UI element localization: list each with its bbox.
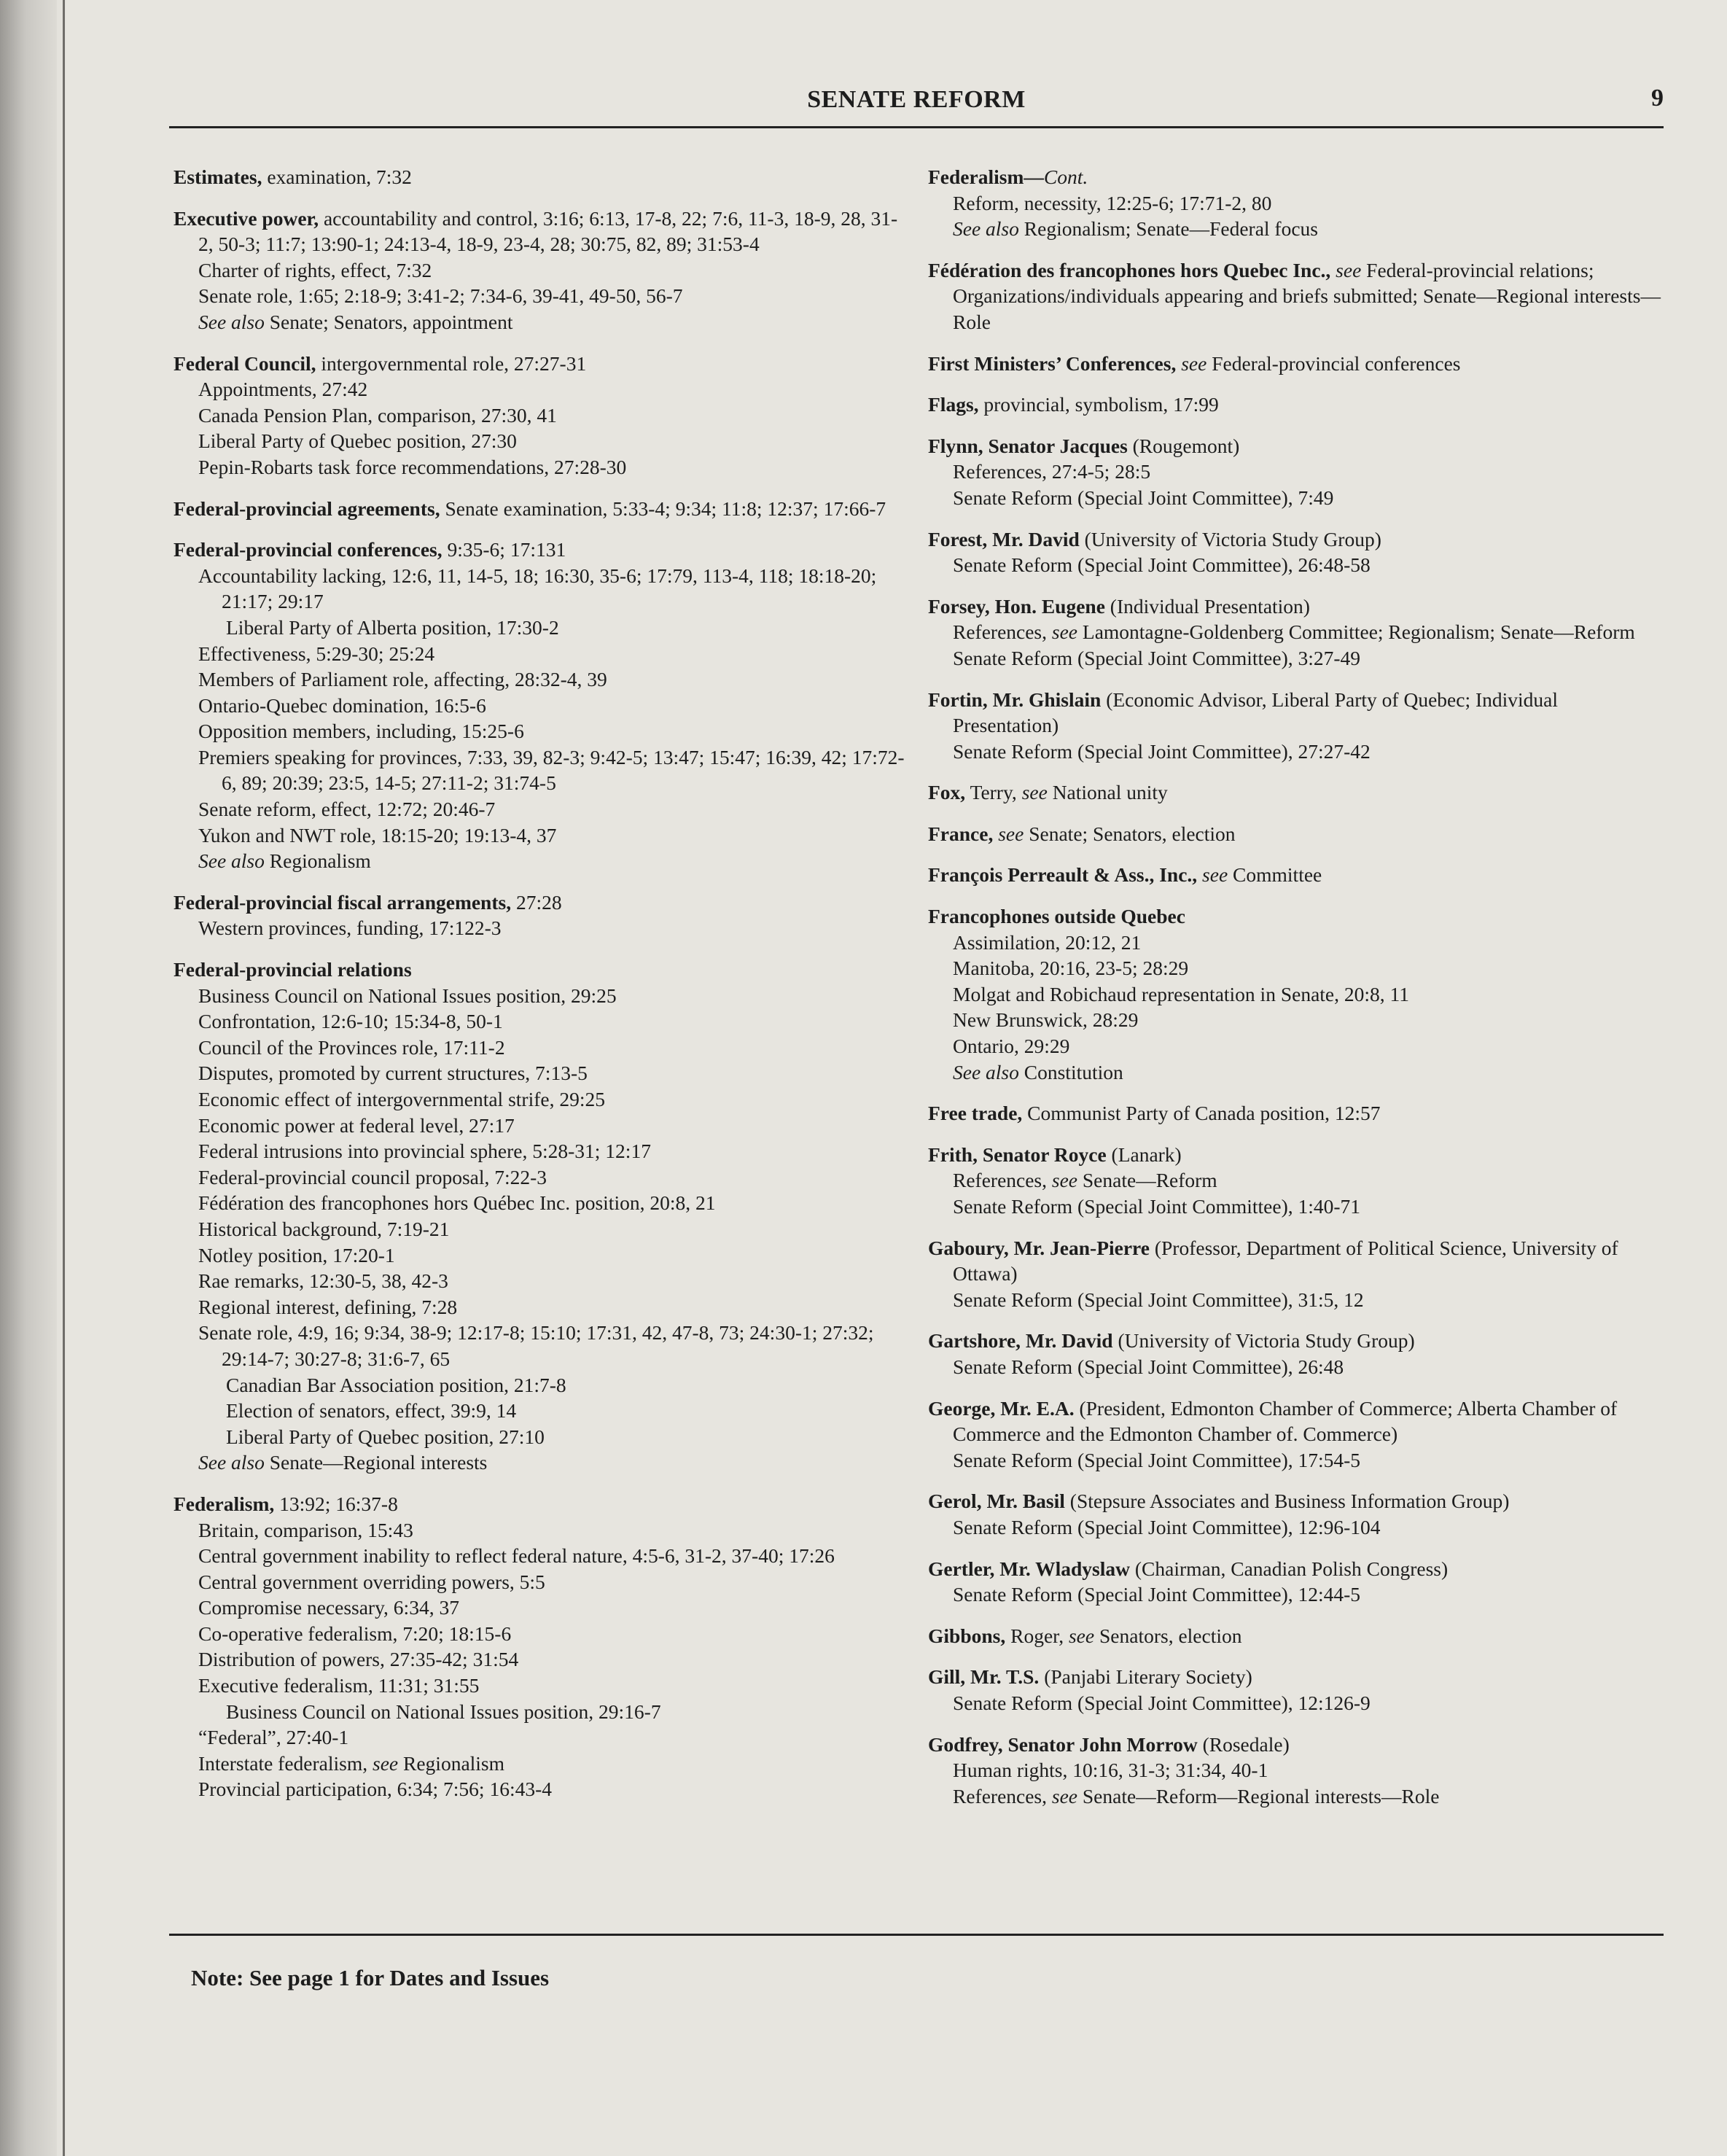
index-entry — [928, 903, 1664, 1085]
index-subentry — [174, 693, 910, 719]
page-number: 9 — [1651, 85, 1664, 112]
subentry-text: Ontario, 29:29 — [953, 1035, 1070, 1058]
index-entry — [928, 687, 1664, 765]
index-entry — [174, 351, 910, 480]
index-heading — [928, 1396, 1664, 1447]
subentry-text: Canada Pension Plan, comparison, 27:30, 41 — [198, 403, 557, 427]
subentry-text: Members of Parliament role, affecting, 28:32-4, 39 — [198, 668, 607, 691]
subentry-target: Senate—Reform — [1077, 1169, 1217, 1192]
index-locators: (Rougemont) — [1127, 434, 1240, 457]
index-entry — [928, 1623, 1664, 1649]
index-subentry — [174, 1268, 910, 1294]
index-subentry — [174, 1138, 910, 1164]
index-term: Estimates, — [174, 166, 262, 188]
index-term: François Perreault & Ass., Inc., — [928, 863, 1198, 887]
footer-rule — [169, 1934, 1664, 1936]
index-heading — [928, 433, 1664, 459]
subentry-text: “Federal”, 27:40-1 — [198, 1726, 349, 1749]
index-subentry — [174, 454, 910, 480]
index-entry — [174, 206, 910, 335]
index-subentry — [174, 1294, 910, 1320]
subentry-text: Effectiveness, 5:29-30; 25:24 — [198, 642, 435, 665]
index-subentry — [174, 796, 910, 822]
index-subentry — [174, 1673, 910, 1699]
index-subentry — [174, 1164, 910, 1191]
index-locators: (Economic Advisor, Liberal Party of Quebec; Individual Presentation) — [953, 688, 1558, 737]
index-entry — [928, 1396, 1664, 1474]
index-subentry — [928, 1690, 1664, 1716]
see-reference: see — [1051, 1169, 1078, 1192]
subentry-text: Ontario-Quebec domination, 16:5-6 — [198, 693, 486, 717]
index-subentry — [928, 459, 1664, 485]
book-binding-shadow — [0, 0, 57, 2156]
index-subentry — [174, 1086, 910, 1113]
subentry-text: Senate Reform (Special Joint Committee), 17:54-5 — [953, 1448, 1361, 1471]
index-heading — [928, 392, 1664, 418]
subentry-text: New Brunswick, 28:29 — [953, 1008, 1139, 1032]
index-entry — [928, 164, 1664, 242]
subentry-text: Senate Reform (Special Joint Committee), 27:27-42 — [953, 739, 1371, 763]
index-subentry — [174, 1320, 910, 1371]
index-term: Forest, Mr. David — [928, 527, 1080, 550]
index-subentry — [928, 1033, 1664, 1059]
index-locators: Committee — [1228, 863, 1322, 887]
index-entry — [174, 164, 910, 190]
index-locators: (President, Edmonton Chamber of Commerce; Alberta Chamber of Commerce and the Edmonton Chamber of. Commerce) — [953, 1396, 1618, 1446]
subentry-text: Accountability lacking, 12:6, 11, 14-5, 18; 16:30, 35-6; 17:79, 113-4, 118; 18:18-20; 21:17; 29:17 — [198, 564, 877, 613]
index-locators: (Rosedale) — [1197, 1732, 1290, 1756]
index-subentry — [174, 257, 910, 284]
index-term: Gerol, Mr. Basil — [928, 1490, 1065, 1513]
index-subentry — [928, 1059, 1664, 1086]
subentry-text: Fédération des francophones hors Québec Inc. position, 20:8, 21 — [198, 1191, 716, 1215]
index-entry — [928, 1235, 1664, 1313]
index-heading — [174, 537, 910, 563]
subentry-text: Distribution of powers, 27:35-42; 31:54 — [198, 1648, 519, 1671]
index-locators: (Lanark) — [1106, 1143, 1182, 1166]
subentry-text: Federal intrusions into provincial sphere, 5:28-31; 12:17 — [198, 1140, 651, 1163]
subentry-text: Molgat and Robichaud representation in Senate, 20:8, 11 — [953, 982, 1409, 1005]
index-locators: (Professor, Department of Political Science, University of Ottawa) — [953, 1236, 1618, 1285]
subentry-text: Senate; Senators, appointment — [264, 310, 513, 333]
index-term: Executive power, — [174, 206, 319, 230]
index-column-right — [928, 164, 1664, 1824]
index-subentry — [928, 1757, 1664, 1783]
index-subentry — [174, 1242, 910, 1269]
subentry-text: References, — [953, 620, 1052, 644]
index-subentry — [928, 1783, 1664, 1810]
subentry-text: Federal-provincial council proposal, 7:22-3 — [198, 1165, 547, 1188]
subentry-text: Western provinces, funding, 17:122-3 — [198, 917, 502, 940]
index-subentry — [174, 915, 910, 941]
index-subentry — [928, 485, 1664, 511]
index-subentry — [174, 563, 910, 615]
subentry-text: Liberal Party of Quebec position, 27:10 — [226, 1425, 545, 1448]
see-reference: see — [1336, 258, 1362, 281]
index-term: Flynn, Senator Jacques — [928, 434, 1128, 457]
index-locators: (Stepsure Associates and Business Information Group) — [1064, 1490, 1510, 1513]
index-heading — [928, 1100, 1664, 1126]
index-subentry — [174, 1517, 910, 1544]
index-heading — [928, 1488, 1664, 1514]
index-term: Federal Council, — [174, 351, 316, 375]
subentry-text: Election of senators, effect, 39:9, 14 — [226, 1399, 517, 1423]
index-subentry — [174, 1060, 910, 1086]
header-rule — [169, 126, 1664, 128]
index-term: Forsey, Hon. Eugene — [928, 594, 1105, 618]
subentry-text: Rae remarks, 12:30-5, 38, 42-3 — [198, 1269, 448, 1293]
index-subentry — [928, 1167, 1664, 1194]
index-term: Federal-provincial fiscal arrangements, — [174, 890, 512, 914]
subentry-text: References, 27:4-5; 28:5 — [953, 460, 1151, 483]
subentry-text: Senate reform, effect, 12:72; 20:46-7 — [198, 798, 496, 821]
index-term: Gertler, Mr. Wladyslaw — [928, 1557, 1131, 1580]
index-locators: 27:28 — [511, 890, 562, 914]
index-subsubentry — [174, 615, 910, 641]
index-term: Federal-provincial agreements, — [174, 497, 440, 520]
index-entry — [928, 594, 1664, 672]
subentry-text: Human rights, 10:16, 31-3; 31:34, 40-1 — [953, 1759, 1268, 1782]
index-subentry — [174, 1595, 910, 1621]
index-entry — [174, 890, 910, 941]
index-subentry — [928, 1581, 1664, 1608]
index-entry — [928, 433, 1664, 511]
index-subentry — [928, 1514, 1664, 1541]
see-reference: see — [1181, 351, 1207, 375]
index-subentry — [928, 619, 1664, 645]
index-entry — [174, 537, 910, 874]
subentry-text: Pepin-Robarts task force recommendations, 27:28-30 — [198, 455, 627, 478]
see-reference: see — [1068, 1624, 1095, 1647]
index-subentry — [174, 641, 910, 667]
index-subentry — [928, 216, 1664, 242]
index-locators: (Individual Presentation) — [1104, 594, 1310, 618]
index-subentry — [174, 428, 910, 454]
index-subentry — [174, 376, 910, 402]
index-subentry — [174, 1008, 910, 1035]
index-subentry — [174, 1776, 910, 1802]
subentry-text: Liberal Party of Quebec position, 27:30 — [198, 429, 517, 453]
index-entry — [928, 526, 1664, 578]
index-subentry — [928, 981, 1664, 1008]
index-heading — [928, 779, 1664, 806]
subentry-text: References, — [953, 1169, 1052, 1192]
index-subentry — [928, 190, 1664, 217]
index-heading — [174, 890, 910, 916]
index-entry — [174, 1491, 910, 1802]
index-heading — [928, 257, 1664, 335]
index-subentry — [174, 666, 910, 693]
subentry-text: Senate Reform (Special Joint Committee), 1:40-71 — [953, 1195, 1361, 1218]
index-term: George, Mr. E.A. — [928, 1396, 1075, 1420]
index-term-rest: Roger, — [1005, 1624, 1069, 1647]
index-subentry — [174, 1190, 910, 1216]
subentry-text: Confrontation, 12:6-10; 15:34-8, 50-1 — [198, 1010, 503, 1033]
index-term: Gibbons, — [928, 1624, 1006, 1647]
subentry-text: References, — [953, 1784, 1052, 1807]
see-also-reference: See also — [953, 1060, 1019, 1083]
index-subentry — [174, 744, 910, 796]
index-entry — [928, 779, 1664, 806]
subentry-target: Lamontagne-Goldenberg Committee; Regionalism; Senate—Reform — [1077, 620, 1635, 644]
subentry-text: Central government inability to reflect federal nature, 4:5-6, 31-2, 37-40; 17:26 — [198, 1544, 835, 1568]
index-term: Godfrey, Senator John Morrow — [928, 1732, 1198, 1756]
index-locators: (University of Victoria Study Group) — [1112, 1329, 1415, 1353]
index-subentry — [174, 1543, 910, 1569]
index-heading — [928, 1328, 1664, 1354]
index-heading — [928, 903, 1664, 930]
index-locators: National unity — [1047, 781, 1168, 804]
see-reference: see — [998, 822, 1024, 845]
index-entry — [928, 1328, 1664, 1379]
index-subentry — [928, 645, 1664, 672]
subentry-text: Senate Reform (Special Joint Committee), 26:48 — [953, 1355, 1344, 1378]
subentry-text: Senate Reform (Special Joint Committee), 31:5, 12 — [953, 1288, 1364, 1311]
subentry-text: Regional interest, defining, 7:28 — [198, 1295, 458, 1318]
index-subentry — [174, 1449, 910, 1476]
index-entry — [928, 392, 1664, 418]
index-term: Federal-provincial conferences, — [174, 538, 443, 561]
index-term: Fox, — [928, 781, 966, 804]
index-heading — [174, 206, 910, 257]
index-subentry — [174, 283, 910, 309]
index-heading — [928, 164, 1664, 190]
index-term: Federal-provincial relations — [174, 958, 412, 981]
see-reference: see — [1021, 781, 1048, 804]
subentry-text: Business Council on National Issues position, 29:16-7 — [226, 1700, 661, 1723]
index-heading — [928, 1556, 1664, 1582]
index-entry — [928, 862, 1664, 888]
index-entry — [928, 351, 1664, 377]
index-entry — [174, 957, 910, 1476]
index-heading — [174, 351, 910, 377]
binding-edge — [63, 0, 65, 2156]
index-term: Fortin, Mr. Ghislain — [928, 688, 1102, 711]
index-heading — [928, 862, 1664, 888]
index-subsubentry — [174, 1372, 910, 1398]
see-reference: see — [1051, 620, 1078, 644]
index-subsubentry — [174, 1424, 910, 1450]
see-also-reference: See also — [198, 1451, 265, 1474]
index-subentry — [928, 1194, 1664, 1220]
subentry-text: Opposition members, including, 15:25-6 — [198, 720, 524, 743]
index-locators: Senators, election — [1094, 1624, 1242, 1647]
subentry-text: Senate Reform (Special Joint Committee), 3:27-49 — [953, 646, 1361, 669]
index-term-rest: Terry, — [965, 781, 1022, 804]
index-entry — [928, 257, 1664, 335]
index-column-left — [174, 164, 910, 1818]
index-heading — [174, 1491, 910, 1517]
index-term: Fédération des francophones hors Quebec Inc., — [928, 258, 1331, 281]
index-heading — [928, 1732, 1664, 1758]
index-locators: Federal-provincial conferences — [1206, 351, 1461, 375]
subentry-text: Interstate federalism, — [198, 1751, 373, 1775]
subentry-text: Council of the Provinces role, 17:11-2 — [198, 1035, 505, 1059]
index-subentry — [928, 1007, 1664, 1033]
index-subsubentry — [174, 1699, 910, 1725]
subentry-text: Senate—Regional interests — [264, 1451, 488, 1474]
index-locators: (Panjabi Literary Society) — [1039, 1665, 1252, 1689]
subentry-text: Senate Reform (Special Joint Committee), 26:48-58 — [953, 553, 1371, 577]
subentry-text: Constitution — [1018, 1060, 1123, 1083]
subentry-text: Canadian Bar Association position, 21:7-8 — [226, 1373, 566, 1396]
index-heading — [928, 1664, 1664, 1690]
see-also-reference: See also — [953, 217, 1019, 241]
index-term: Gill, Mr. T.S. — [928, 1665, 1040, 1689]
running-header — [169, 86, 1664, 130]
subentry-text: Historical background, 7:19-21 — [198, 1217, 450, 1240]
index-heading — [928, 1235, 1664, 1287]
subentry-text: Executive federalism, 11:31; 31:55 — [198, 1674, 480, 1697]
index-heading — [928, 687, 1664, 739]
index-locators: accountability and control, 3:16; 6:13, 17-8, 22; 7:6, 11-3, 18-9, 28, 31-2, 50-3; 11:7; 13:90-1; 24:13-4, 18-9, 23-4, 28; 30:75, 82, 89; 31:53-4 — [198, 206, 898, 256]
see-reference: see — [373, 1751, 399, 1775]
index-locators: Communist Party of Canada position, 12:57 — [1022, 1102, 1381, 1125]
index-subentry — [928, 552, 1664, 578]
index-subentry — [928, 1354, 1664, 1380]
subentry-text: Senate role, 1:65; 2:18-9; 3:41-2; 7:34-6, 39-41, 49-50, 56-7 — [198, 284, 683, 308]
index-subentry — [174, 1216, 910, 1242]
index-subentry — [174, 1035, 910, 1061]
index-subentry — [174, 718, 910, 744]
see-also-reference: See also — [198, 849, 265, 873]
index-heading — [928, 351, 1664, 377]
subentry-text: Regionalism; Senate—Federal focus — [1018, 217, 1319, 241]
see-also-reference: See also — [198, 310, 265, 333]
index-locators: examination, 7:32 — [262, 166, 412, 188]
index-subentry — [174, 309, 910, 335]
subentry-text: Manitoba, 20:16, 23-5; 28:29 — [953, 957, 1189, 980]
index-heading — [928, 594, 1664, 620]
index-term: Free trade, — [928, 1102, 1023, 1125]
index-entry — [928, 1732, 1664, 1810]
index-subentry — [174, 1569, 910, 1595]
index-entry — [928, 1664, 1664, 1716]
index-heading — [174, 957, 910, 983]
subentry-text: Compromise necessary, 6:34, 37 — [198, 1596, 459, 1619]
index-term: Federalism, — [174, 1492, 275, 1515]
subentry-text: Business Council on National Issues position, 29:25 — [198, 984, 617, 1007]
index-locators: Federal-provincial relations; Organizations/individuals appearing and briefs submitted; Senate—Regional interests—Role — [953, 258, 1661, 333]
subentry-text: Senate role, 4:9, 16; 9:34, 38-9; 12:17-8; 15:10; 17:31, 42, 47-8, 73; 24:30-1; 27:32; 29:14-7; 30:27-8; 31:6-7, 65 — [198, 1321, 874, 1370]
subentry-text: Senate Reform (Special Joint Committee), 12:126-9 — [953, 1691, 1371, 1714]
index-term: Gartshore, Mr. David — [928, 1329, 1113, 1353]
index-term: Francophones outside Quebec — [928, 905, 1185, 928]
index-locators: 9:35-6; 17:131 — [442, 538, 566, 561]
index-heading — [928, 821, 1664, 847]
subentry-text: Liberal Party of Alberta position, 17:30-2 — [226, 615, 559, 639]
index-subentry — [174, 1646, 910, 1673]
subentry-text: Senate Reform (Special Joint Committee), 12:96-104 — [953, 1515, 1381, 1538]
subentry-text: Britain, comparison, 15:43 — [198, 1518, 413, 1541]
index-subentry — [928, 739, 1664, 765]
index-subentry — [174, 1724, 910, 1751]
index-locators: intergovernmental role, 27:27-31 — [316, 351, 587, 375]
subentry-text: Yukon and NWT role, 18:15-20; 19:13-4, 37 — [198, 823, 557, 847]
index-subentry — [174, 983, 910, 1009]
continued-marker: Cont. — [1043, 166, 1088, 188]
subentry-text: Notley position, 17:20-1 — [198, 1243, 395, 1266]
index-heading — [174, 496, 910, 522]
index-entry — [928, 1556, 1664, 1608]
index-locators: (Chairman, Canadian Polish Congress) — [1130, 1557, 1449, 1580]
index-locators: Senate; Senators, election — [1024, 822, 1236, 845]
index-locators: provincial, symbolism, 17:99 — [978, 393, 1219, 416]
index-subentry — [928, 930, 1664, 956]
index-subentry — [174, 402, 910, 429]
subentry-text: Co-operative federalism, 7:20; 18:15-6 — [198, 1622, 512, 1645]
index-subentry — [174, 1113, 910, 1139]
see-reference: see — [1051, 1784, 1078, 1807]
index-term: Flags, — [928, 393, 979, 416]
subentry-text: Appointments, 27:42 — [198, 378, 368, 401]
index-term: Federalism— — [928, 166, 1044, 188]
index-heading — [174, 164, 910, 190]
subentry-text: Charter of rights, effect, 7:32 — [198, 258, 432, 281]
subentry-text: Regionalism — [264, 849, 371, 873]
subentry-text: Reform, necessity, 12:25-6; 17:71-2, 80 — [953, 191, 1272, 214]
index-locators: (University of Victoria Study Group) — [1079, 527, 1381, 550]
index-locators: Senate examination, 5:33-4; 9:34; 11:8; 12:37; 17:66-7 — [440, 497, 886, 520]
index-entry — [928, 1488, 1664, 1540]
subentry-target: Senate—Reform—Regional interests—Role — [1077, 1784, 1440, 1807]
index-subentry — [174, 1621, 910, 1647]
subentry-text: Disputes, promoted by current structures, 7:13-5 — [198, 1062, 588, 1085]
index-heading — [928, 1142, 1664, 1168]
subentry-text: Senate Reform (Special Joint Committee), 12:44-5 — [953, 1583, 1361, 1606]
index-subentry — [174, 822, 910, 849]
index-term: Gaboury, Mr. Jean-Pierre — [928, 1236, 1150, 1259]
index-heading — [928, 1623, 1664, 1649]
subentry-target: Regionalism — [398, 1751, 505, 1775]
index-subentry — [174, 848, 910, 874]
subentry-text: Economic power at federal level, 27:17 — [198, 1113, 515, 1137]
index-term: Frith, Senator Royce — [928, 1143, 1107, 1166]
index-entry — [928, 1100, 1664, 1126]
index-term: First Ministers’ Conferences, — [928, 351, 1177, 375]
index-subsubentry — [174, 1398, 910, 1424]
subentry-text: Premiers speaking for provinces, 7:33, 39, 82-3; 9:42-5; 13:47; 15:47; 16:39, 42; 17:72-6, 89; 20:39; 23:5, 14-5; 27:11-2; 31:74-5 — [198, 745, 905, 795]
subentry-text: Assimilation, 20:12, 21 — [953, 930, 1142, 954]
index-entry — [928, 821, 1664, 847]
index-entry — [928, 1142, 1664, 1220]
index-subentry — [928, 955, 1664, 981]
page-title: SENATE REFORM — [807, 86, 1026, 113]
index-term: France, — [928, 822, 994, 845]
index-subentry — [928, 1287, 1664, 1313]
see-reference: see — [1202, 863, 1228, 887]
subentry-text: Economic effect of intergovernmental strife, 29:25 — [198, 1088, 605, 1110]
index-entry — [174, 496, 910, 522]
footer-note: Note: See page 1 for Dates and Issues — [191, 1965, 550, 1990]
index-heading — [928, 526, 1664, 553]
index-locators: 13:92; 16:37-8 — [274, 1492, 398, 1515]
index-subentry — [928, 1447, 1664, 1474]
subentry-text: Central government overriding powers, 5:5 — [198, 1570, 545, 1593]
subentry-text: Senate Reform (Special Joint Committee), 7:49 — [953, 486, 1334, 509]
index-subentry — [174, 1751, 910, 1777]
subentry-text: Provincial participation, 6:34; 7:56; 16:43-4 — [198, 1778, 552, 1801]
